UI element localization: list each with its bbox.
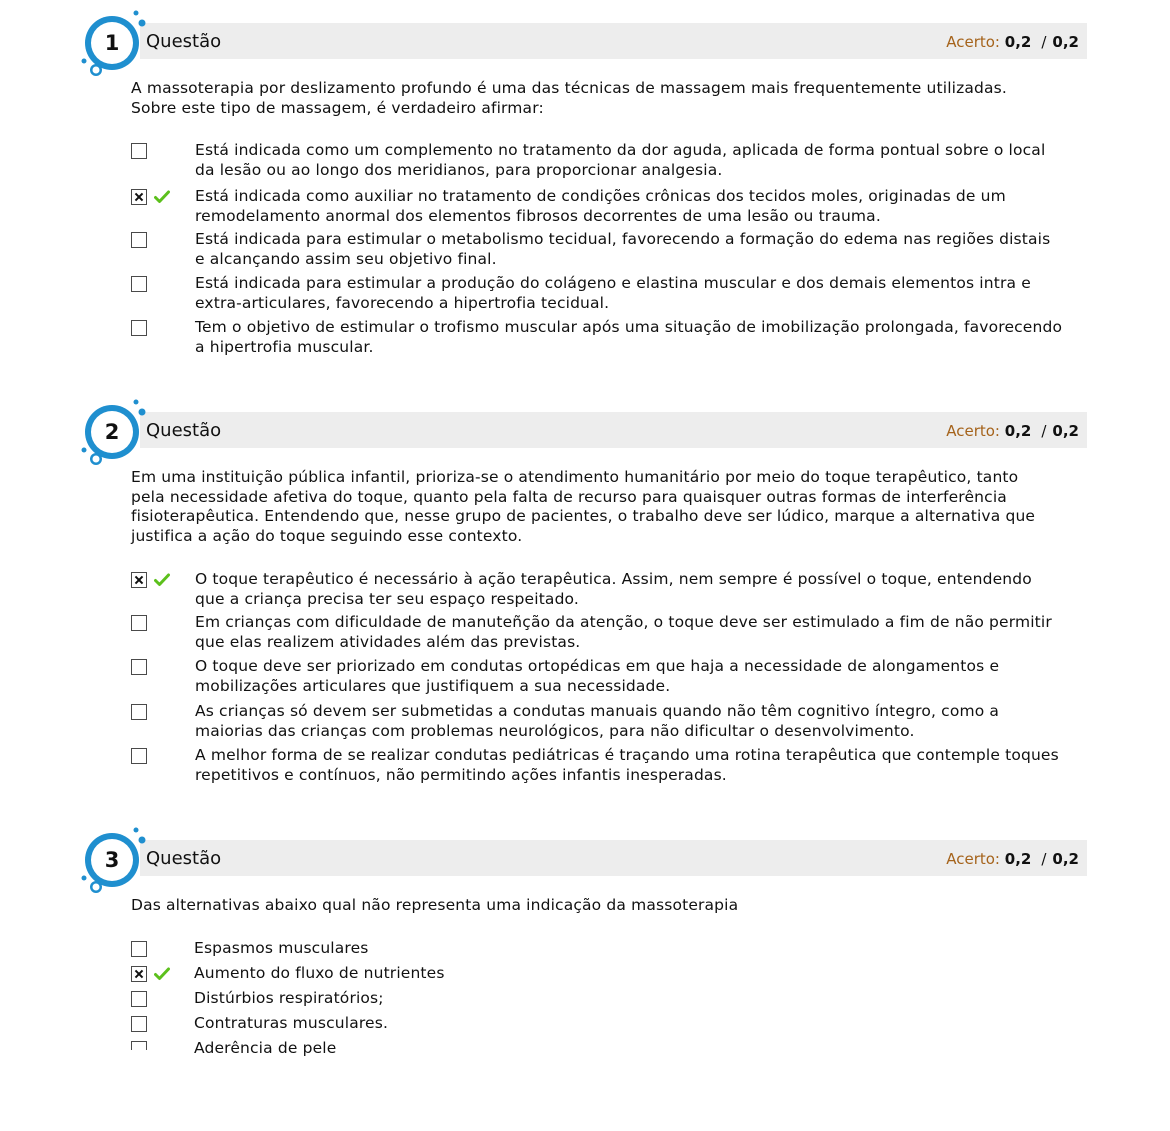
- score-label: Acerto:: [946, 422, 1000, 440]
- question-number: 1: [104, 31, 120, 55]
- option-text: Espasmos musculares: [194, 939, 369, 957]
- question-header-bar: [140, 23, 1087, 59]
- option-text: Distúrbios respiratórios;: [194, 989, 384, 1007]
- question-title: Questão: [146, 31, 222, 52]
- score-label: Acerto:: [946, 850, 1000, 868]
- score: Acerto: 0,2 / 0,2: [946, 33, 1079, 51]
- option-checkbox-checked[interactable]: [131, 572, 147, 588]
- option-text: Está indicada para estimular o metabolismo tecidual, favorecendo a formação do edema nas regiões distais e alcançando assim seu objetivo final.: [195, 230, 1051, 268]
- score: Acerto: 0,2 / 0,2: [946, 422, 1079, 440]
- option-text: Está indicada para estimular a produção do colágeno e elastina muscular e dos demais elementos intra e extra-articulares, favorecendo a hipertrofia tecidual.: [195, 274, 1031, 312]
- option-checkbox[interactable]: [131, 941, 147, 957]
- option-checkbox[interactable]: [131, 659, 147, 675]
- score-obtained: 0,2: [1004, 850, 1032, 868]
- option-checkbox[interactable]: [131, 615, 147, 631]
- option-checkbox-checked[interactable]: [131, 966, 147, 982]
- question-header-bar: [140, 412, 1087, 448]
- question-header-bar: [140, 840, 1087, 876]
- option-text: A melhor forma de se realizar condutas pediátricas é traçando uma rotina terapêutica que contemple toques repetitivos e contínuos, não permitindo ações infantis inesperadas.: [195, 746, 1059, 784]
- option-text: As crianças só devem ser submetidas a condutas manuais quando não têm cognitivo íntegro, como a maiorias das crianças com problemas neurológicos, para não dificultar o desenvolvimento.: [195, 702, 1000, 740]
- correct-check-icon: [154, 190, 170, 204]
- option-text: Em crianças com dificuldade de manuteñção da atenção, o toque deve ser estimulado a fim de não permitir que elas realizem atividades além das previstas.: [195, 613, 1052, 651]
- option-text: Está indicada como auxiliar no tratamento de condições crônicas dos tecidos moles, originadas de um remodelamento anormal dos elementos fibrosos decorrentes de uma lesão ou trauma.: [195, 187, 1006, 225]
- score: Acerto: 0,2 / 0,2: [946, 850, 1079, 868]
- option-text: O toque terapêutico é necessário à ação terapêutica. Assim, nem sempre é possível o toque, entendendo que a criança precisa ter seu espaço respeitado.: [195, 570, 1032, 608]
- option-checkbox[interactable]: [131, 748, 147, 764]
- score-total: 0,2: [1052, 850, 1079, 868]
- score-total: 0,2: [1052, 33, 1079, 51]
- score-label: Acerto:: [946, 33, 1000, 51]
- option-text: Está indicada como um complemento no tratamento da dor aguda, aplicada de forma pontual sobre o local da lesão ou ao longo dos meridianos, para proporcionar analgesia.: [195, 141, 1046, 179]
- option-text: Contraturas musculares.: [194, 1014, 389, 1032]
- option-checkbox[interactable]: [131, 1016, 147, 1032]
- question-number-badge: [78, 394, 150, 466]
- option-text: O toque deve ser priorizado em condutas ortopédicas em que haja a necessidade de alongamentos e mobilizações articulares que justifiquem a sua necessidade.: [195, 657, 1000, 695]
- question-stem: Das alternativas abaixo qual não representa uma indicação da massoterapia: [131, 896, 739, 914]
- option-text: Aderência de pele: [194, 1039, 337, 1057]
- question-title: Questão: [146, 420, 222, 441]
- question-number-badge: [78, 822, 150, 894]
- question-number-badge: [78, 5, 150, 77]
- question-number: 2: [104, 420, 120, 444]
- option-checkbox[interactable]: [131, 276, 147, 292]
- option-checkbox[interactable]: [131, 143, 147, 159]
- score-obtained: 0,2: [1004, 33, 1032, 51]
- score-total: 0,2: [1052, 422, 1079, 440]
- question-stem: A massoterapia por deslizamento profundo é uma das técnicas de massagem mais frequentemente utilizadas. Sobre este tipo de massagem, é verdadeiro afirmar:: [131, 79, 1007, 117]
- option-checkbox[interactable]: [131, 232, 147, 248]
- score-obtained: 0,2: [1004, 422, 1032, 440]
- option-checkbox[interactable]: [131, 704, 147, 720]
- option-checkbox[interactable]: [131, 320, 147, 336]
- option-text: Tem o objetivo de estimular o trofismo muscular após uma situação de imobilização prolongada, favorecendo a hipertrofia muscular.: [195, 318, 1063, 356]
- question-number: 3: [104, 848, 120, 872]
- correct-check-icon: [154, 967, 170, 981]
- question-stem: Em uma instituição pública infantil, prioriza-se o atendimento humanitário por meio do toque terapêutico, tanto pela necessidade afetiva do toque, quanto pela falta de recurso para quaisquer outras formas de interferência fisioterapêutica. Entendendo que, nesse grupo de pacientes, o trabalho deve ser lúdico, marque a alternativa que justifica a ação do toque seguindo esse contexto.: [131, 468, 1036, 545]
- option-checkbox-checked[interactable]: [131, 189, 147, 205]
- question-title: Questão: [146, 848, 222, 869]
- option-text: Aumento do fluxo de nutrientes: [194, 964, 445, 982]
- option-checkbox[interactable]: [131, 991, 147, 1007]
- correct-check-icon: [154, 573, 170, 587]
- option-checkbox[interactable]: [131, 1041, 147, 1050]
